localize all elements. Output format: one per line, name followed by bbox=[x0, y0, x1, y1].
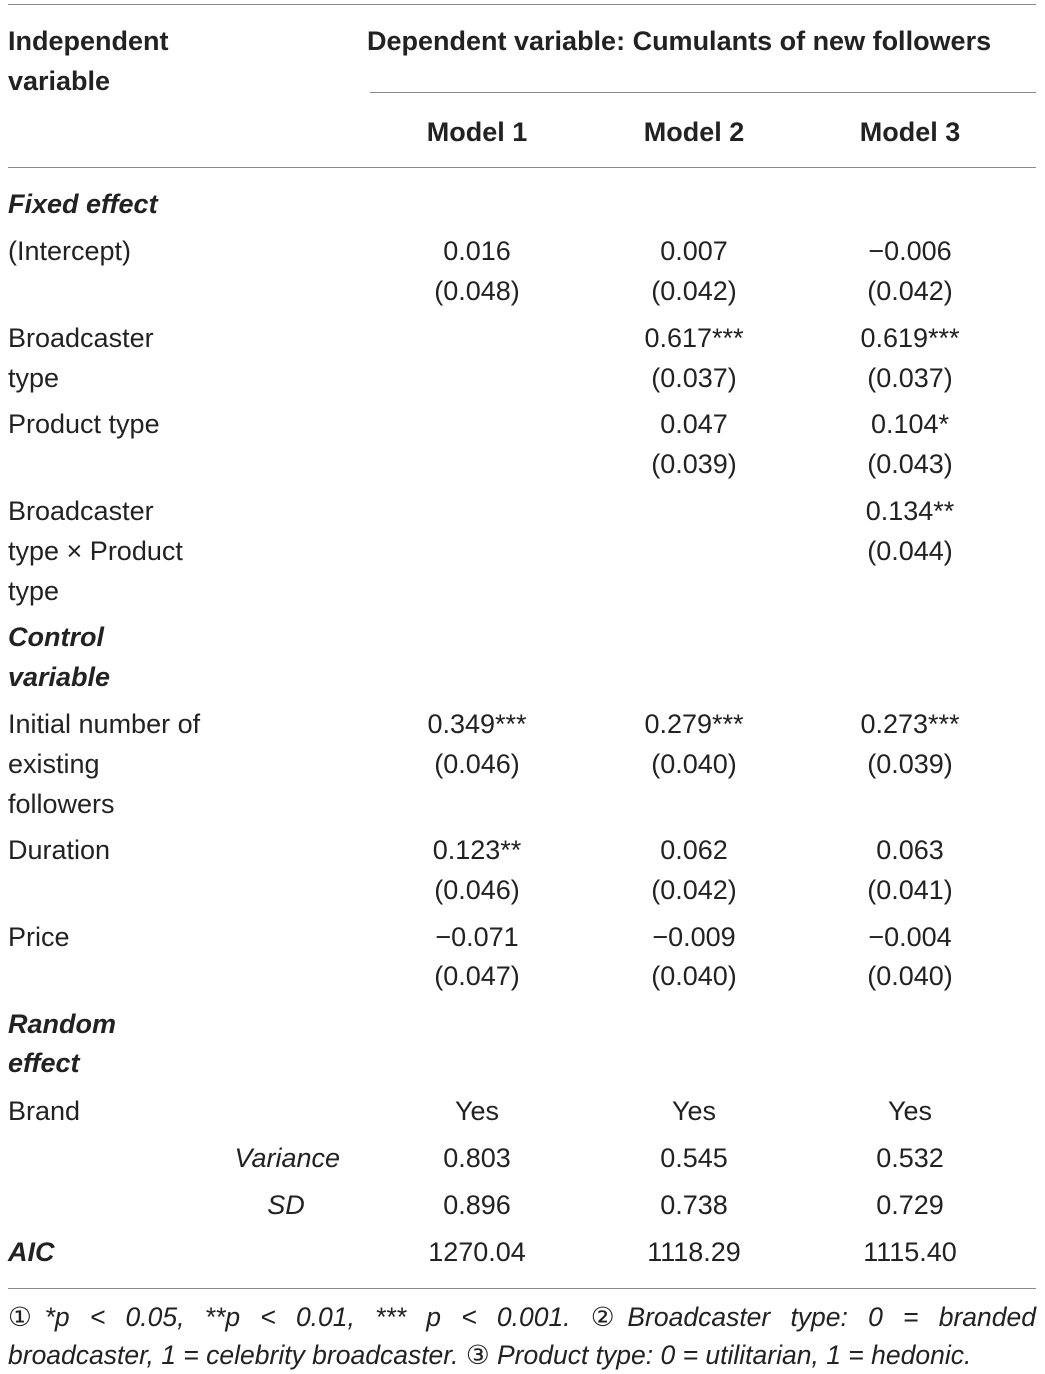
product-type-coef-m2: 0.047 bbox=[660, 409, 728, 439]
dependent-variable-header: Dependent variable: Cumulants of new followers bbox=[367, 26, 992, 56]
table-bottom-rule bbox=[8, 1288, 1036, 1289]
duration-coef-m1: 0.123** bbox=[432, 835, 522, 865]
variance-m3: 0.532 bbox=[876, 1143, 944, 1173]
brand-m3: Yes bbox=[887, 1096, 933, 1126]
broadcaster-type-label: Broadcaster bbox=[8, 323, 154, 353]
table-footnote bbox=[8, 1298, 1036, 1374]
initial-followers-se-m1: (0.046) bbox=[434, 749, 520, 779]
intercept-se-m3: (0.042) bbox=[867, 276, 953, 306]
dependent-variable-rule bbox=[370, 92, 1036, 93]
intercept-coef-m3: −0.006 bbox=[868, 236, 952, 266]
price-coef-m2: −0.009 bbox=[652, 922, 736, 952]
price-coef-m1: −0.071 bbox=[435, 922, 519, 952]
product-type-se-m3: (0.043) bbox=[867, 449, 953, 479]
initial-followers-coef-m2: 0.279*** bbox=[644, 709, 744, 739]
initial-followers-label: Initial number of bbox=[8, 709, 201, 739]
brand-m1: Yes bbox=[454, 1096, 500, 1126]
duration-label: Duration bbox=[8, 835, 111, 865]
price-coef-m3: −0.004 bbox=[868, 922, 952, 952]
interaction-se-m3: (0.044) bbox=[867, 536, 953, 566]
broadcaster-type-coef-m2: 0.617*** bbox=[644, 323, 744, 353]
model-1-header: Model 1 bbox=[426, 117, 528, 147]
independent-variable-header-line2: variable bbox=[8, 66, 111, 96]
aic-label: AIC bbox=[8, 1237, 55, 1267]
brand-m2: Yes bbox=[671, 1096, 717, 1126]
interaction-label: Broadcaster bbox=[8, 496, 154, 526]
variance-m2: 0.545 bbox=[660, 1143, 728, 1173]
initial-followers-coef-m1: 0.349*** bbox=[427, 709, 527, 739]
initial-followers-se-m3: (0.039) bbox=[867, 749, 953, 779]
product-type-se-m2: (0.039) bbox=[651, 449, 737, 479]
price-se-m3: (0.040) bbox=[867, 961, 953, 991]
duration-coef-m3: 0.063 bbox=[876, 835, 944, 865]
intercept-label: (Intercept) bbox=[8, 236, 132, 266]
interaction-coef-m3: 0.134** bbox=[865, 496, 955, 526]
duration-se-m1: (0.046) bbox=[434, 875, 520, 905]
initial-followers-coef-m3: 0.273*** bbox=[860, 709, 960, 739]
aic-m2: 1118.29 bbox=[647, 1237, 741, 1267]
intercept-se-m2: (0.042) bbox=[651, 276, 737, 306]
fixed-effect-section: Fixed effect bbox=[8, 189, 158, 219]
broadcaster-type-se-m3: (0.037) bbox=[867, 363, 953, 393]
variance-m1: 0.803 bbox=[443, 1143, 511, 1173]
sd-m3: 0.729 bbox=[876, 1190, 944, 1220]
intercept-coef-m1: 0.016 bbox=[443, 236, 511, 266]
initial-followers-se-m2: (0.040) bbox=[651, 749, 737, 779]
price-se-m1: (0.047) bbox=[434, 961, 520, 991]
footnote-line-1: ①*p < 0.05, **p < 0.01, *** p < 0.001. ②Broadcaster type: 0 = branded bbox=[8, 1302, 1036, 1332]
intercept-coef-m2: 0.007 bbox=[660, 236, 728, 266]
brand-label: Brand bbox=[8, 1096, 81, 1126]
initial-followers-label-line3: followers bbox=[8, 789, 115, 819]
header-bottom-rule bbox=[8, 167, 1036, 168]
sd-label: SD bbox=[267, 1190, 305, 1220]
footnote-line-2: broadcaster, 1 = celebrity broadcaster. ③ Product type: 0 = utilitarian, 1 = hedonic. bbox=[8, 1340, 972, 1370]
duration-se-m3: (0.041) bbox=[867, 875, 953, 905]
interaction-label-line2: type × Product bbox=[8, 536, 183, 566]
control-variable-section: Control bbox=[8, 622, 104, 652]
variance-label: Variance bbox=[234, 1143, 340, 1173]
price-label: Price bbox=[8, 922, 70, 952]
broadcaster-type-coef-m3: 0.619*** bbox=[860, 323, 960, 353]
broadcaster-type-label-line2: type bbox=[8, 363, 60, 393]
control-variable-section-line2: variable bbox=[8, 662, 111, 692]
duration-se-m2: (0.042) bbox=[651, 875, 737, 905]
top-rule bbox=[8, 4, 1036, 5]
aic-m1: 1270.04 bbox=[428, 1237, 526, 1267]
interaction-label-line3: type bbox=[8, 576, 60, 606]
sd-m2: 0.738 bbox=[660, 1190, 728, 1220]
product-type-coef-m3: 0.104* bbox=[870, 409, 950, 439]
random-effect-section: Random bbox=[8, 1009, 116, 1039]
sd-m1: 0.896 bbox=[443, 1190, 511, 1220]
price-se-m2: (0.040) bbox=[651, 961, 737, 991]
model-2-header: Model 2 bbox=[643, 117, 745, 147]
aic-m3: 1115.40 bbox=[863, 1237, 957, 1267]
model-3-header: Model 3 bbox=[859, 117, 961, 147]
intercept-se-m1: (0.048) bbox=[434, 276, 520, 306]
product-type-label: Product type bbox=[8, 409, 160, 439]
initial-followers-label-line2: existing bbox=[8, 749, 100, 779]
independent-variable-header: Independent bbox=[8, 26, 169, 56]
random-effect-section-line2: effect bbox=[8, 1048, 80, 1078]
broadcaster-type-se-m2: (0.037) bbox=[651, 363, 737, 393]
duration-coef-m2: 0.062 bbox=[660, 835, 728, 865]
